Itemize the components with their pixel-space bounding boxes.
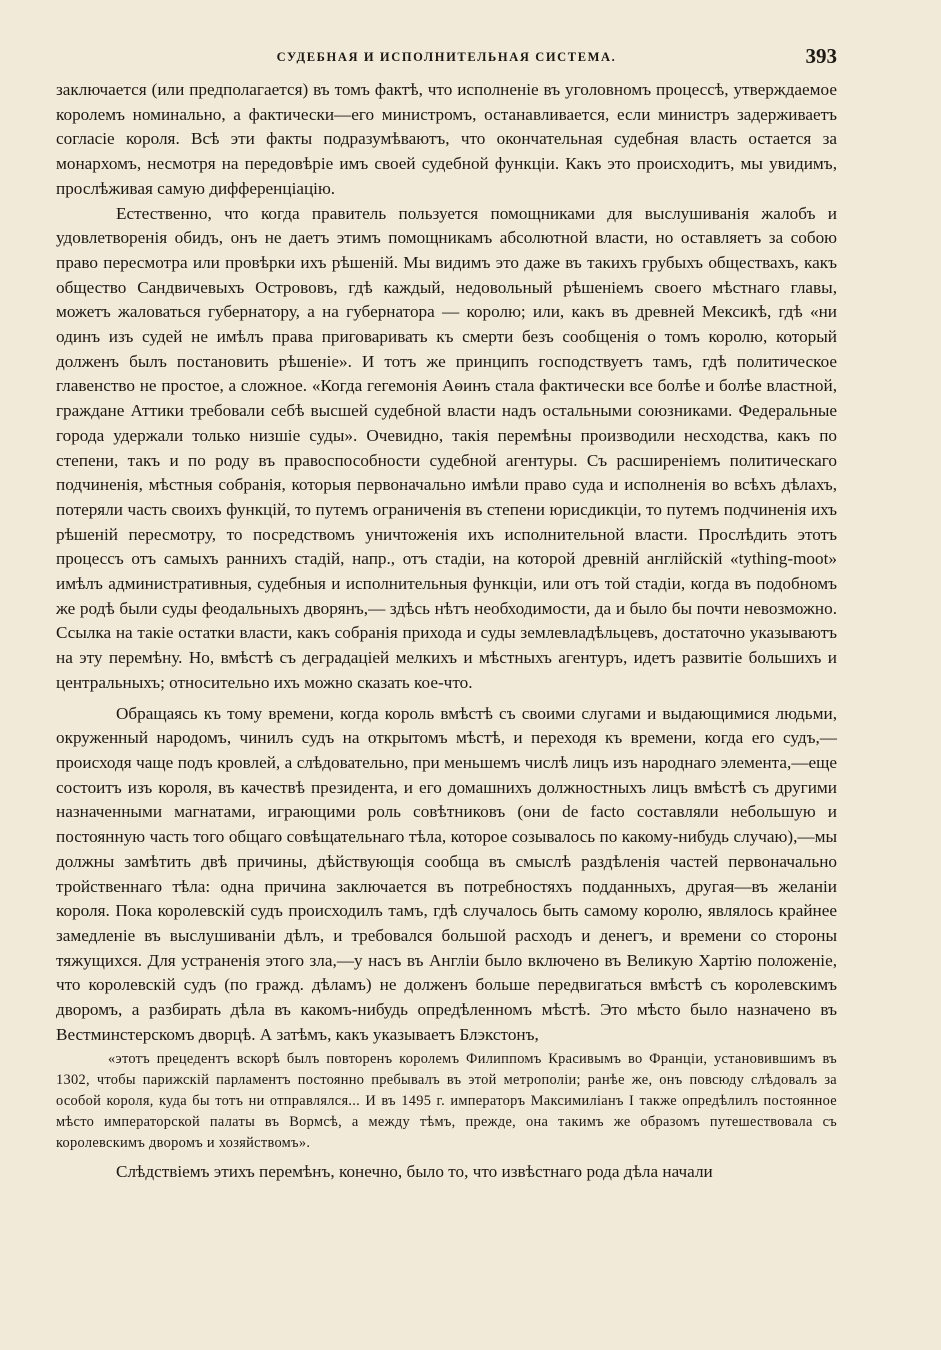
page-header xyxy=(56,44,837,78)
block-quote: «этотъ прецедентъ вскорѣ былъ повторенъ королемъ Филиппомъ Красивымъ во Франціи, установившимъ въ 1302, чтобы парижскій парламентъ постоянно пребывалъ въ этой метрополіи; ранѣе же, онъ повсюду слѣдовалъ за особой короля, куда бы тотъ ни отправлялся... И въ 1495 г. императоръ Максимиліанъ I также опредѣлилъ постоянное мѣсто императорской палаты въ Вормсѣ, а между тѣмъ, прежде, она такимъ же образомъ путешествовала съ королевскимъ дворомъ и хозяйствомъ». xyxy=(56,1051,837,1152)
paragraph: Естественно, что когда правитель пользуется помощниками для выслушиванія жалобъ и удовлетворенія обидъ, онъ не даетъ этимъ помощникамъ абсолютной власти, но оставляетъ за собою право пересмотра или провѣрки ихъ рѣшеній. Мы видимъ это даже въ такихъ грубыхъ обществахъ, какъ общество Сандвичевыхъ Острововъ, гдѣ каждый, недовольный рѣшеніемъ своего мѣстнаго главы, можетъ жаловаться губернатору, а на губернатора — королю; или, какъ въ древней Мексикѣ, гдѣ «ни одинъ изъ судей не имѣлъ права приговаривать къ смерти безъ сообщенія о томъ королю, который долженъ былъ постановить рѣшеніе». И тотъ же принципъ господствуетъ тамъ, гдѣ политическое главенство не простое, а сложное. «Когда гегемонія Аѳинъ стала фактически все болѣе и болѣе властной, граждане Аттики требовали себѣ высшей судебной власти надъ остальными союзниками. Федеральные города удержали только низшіе суды». Очевидно, такія перемѣны производили несходства, какъ по степени, такъ и по роду въ правоспособности судебной агентуры. Съ расширеніемъ политическаго подчиненія, мѣстныя собранія, которыя первоначально имѣли право суда и исполненія во всѣхъ дѣлахъ, потеряли часть своихъ функцій, то путемъ ограниченія въ степени юрисдикціи, то путемъ подчиненія ихъ рѣшеній пересмотру, то посредствомъ уничтоженія ихъ исполнительной власти. Прослѣдить этотъ процессъ отъ самыхъ раннихъ стадій, напр., отъ стадіи, на которой древній англійскій «tything-moot» имѣлъ административныя, судебныя и исполнительныя функціи, или отъ той стадіи, когда въ подобномъ же родѣ были суды феодальныхъ дворянъ,— здѣсь нѣтъ необходимости, да и было бы почти невозможно. Ссылка на такіе остатки власти, какъ собранія прихода и суды землевладѣльцевъ, достаточно указываютъ на эту перемѣну. Но, вмѣстѣ съ деградаціей мелкихъ и мѣстныхъ агентуръ, идетъ развитіе большихъ и центральныхъ; относительно ихъ можно сказать кое-что. xyxy=(56,203,837,692)
paragraph-continued: заключается (или предполагается) въ томъ фактѣ, что исполненіе въ уголовномъ процессѣ, утверждаемое королемъ номинально, а фактически—его министромъ, останавливается, если министръ задерживаетъ согласіе короля. Всѣ эти факты подразумѣваютъ, что окончательная судебная власть остается за монархомъ, несмотря на передовѣріе имъ своей судебной функціи. Какъ это происходитъ, мы увидимъ, прослѣживая самую дифференціацію. xyxy=(56,80,837,198)
body-text xyxy=(56,78,837,1185)
paragraph: Обращаясь къ тому времени, когда король вмѣстѣ съ своими слугами и выдающимися людьми, окруженный народомъ, чинилъ судъ на открытомъ мѣстѣ, и переходя къ времени, когда его судъ,—происходя чаще подъ кровлей, а слѣдовательно, при меньшемъ числѣ лицъ изъ народнаго элемента,—еще состоитъ изъ короля, въ качествѣ президента, и его домашнихъ должностныхъ лицъ вмѣстѣ съ другими назначенными магнатами, играющими роль совѣтниковъ (они de facto составляли небольшую и постоянную часть того общаго совѣщательнаго тѣла, которое созывалось по какому-нибудь случаю),—мы должны замѣтить двѣ причины, дѣйствующія сообща въ смыслѣ раздѣленія частей первоначально тройственнаго тѣла: одна причина заключается въ потребностяхъ подданныхъ, другая—въ желаніи короля. Пока королевскій судъ происходилъ тамъ, гдѣ случалось быть самому королю, являлось крайнее замедленіе въ выслушиваніи дѣлъ, и требовался большой расходъ и денегъ, и времени со стороны тяжущихся. Для устраненія этого зла,—у насъ въ Англіи было включено въ Великую Хартію положеніе, что королевскій судъ (по гражд. дѣламъ) не долженъ больше передвигаться вмѣстѣ съ королевскимъ дворомъ, а разбирать дѣла въ какомъ-нибудь опредѣленномъ мѣстѣ. Это мѣсто было назначено въ Вестминстерскомъ дворцѣ. А затѣмъ, какъ указываетъ Блэкстонъ, xyxy=(56,703,837,1044)
page-number: 393 xyxy=(805,44,837,68)
paragraph-final: Слѣдствіемъ этихъ перемѣнъ, конечно, было то, что извѣстнаго рода дѣла начали xyxy=(116,1162,713,1182)
running-head: СУДЕБНАЯ И ИСПОЛНИТЕЛЬНАЯ СИСТЕМА. xyxy=(276,50,617,64)
